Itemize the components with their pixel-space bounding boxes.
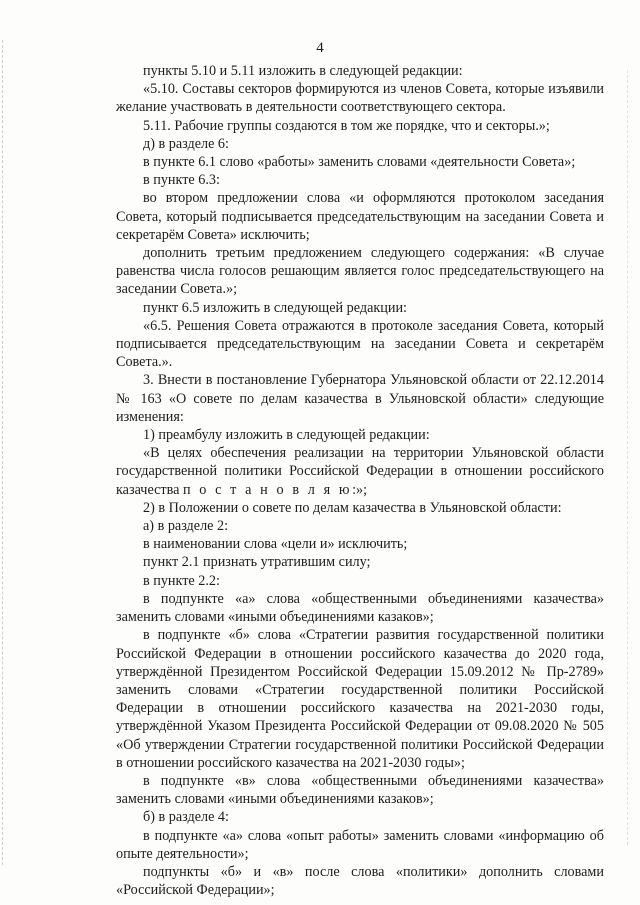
preamble-end: :»; <box>352 481 368 498</box>
preamble-text: «В целях обеспечения реализации на территории Ульяновской области государственной политики Российской Федерации в отношении российского казачества <box>116 445 604 498</box>
paragraph-20: в подпункте «б» слова «Стратегии развития государственной политики Российской Федерации в отношении российского казачества до 2020 года, утверждённой Президентом Российской Федерации 15.09.2012 № Пр-2789» заменить словами «Стратегии государственной политики Российской Федерации в отношении российского казачества на 2021-2030 годы, утверждённой Указом Президента Российской Федерации от 09.08.2020 № 505 «Об утверждении Стратегии государственной политики Российской Федерации в отношении российского казачества на 2021-2030 годы»; <box>116 627 604 771</box>
paragraph-9: пункт 6.5 изложить в следующей редакции: <box>143 299 407 316</box>
paragraph-3: 5.11. Рабочие группы создаются в том же порядке, что и секторы.»; <box>143 117 550 134</box>
paragraph-10: «6.5. Решения Совета отражаются в протоколе заседания Совета, который подписывается председательствующим на заседании Совета и секретарём Совета.». <box>116 317 604 371</box>
resolve-word: п о с т а н о в л я ю <box>182 481 353 498</box>
paragraph-11: 3. Внести в постановление Губернатора Ульяновской области от 22.12.2014 № 163 «О совете по делам казачества в Ульяновской области» следующие изменения: <box>116 372 604 425</box>
paragraph-12: 1) преамбулу изложить в следующей редакции: <box>143 427 430 444</box>
document-body <box>116 62 604 899</box>
scan-edge-right <box>627 70 628 845</box>
paragraph-2: «5.10. Составы секторов формируются из членов Совета, которые изъявили желание участвовать в деятельности соответствующего сектора. <box>116 81 604 116</box>
scan-edge-left <box>2 40 3 865</box>
paragraph-21: в подпункте «в» слова «общественными объединениями казачества» заменить словами «иными объединениями казаков»; <box>116 772 604 808</box>
paragraph-22: б) в разделе 4: <box>143 809 229 826</box>
page-number: 4 <box>316 40 324 56</box>
paragraph-16: в наименовании слова «цели и» исключить; <box>143 536 408 553</box>
paragraph-19: в подпункте «а» слова «общественными объединениями казачества» заменить словами «иными объединениями казаков»; <box>116 590 604 626</box>
paragraph-23: в подпункте «а» слова «опыт работы» заменить словами «информацию об опыте деятельности»; <box>116 827 604 862</box>
paragraph-8: дополнить третьим предложением следующего содержания: «В случае равенства числа голосов решающим является голос председательствующего на заседании Совета.»; <box>116 245 604 298</box>
paragraph-1: пункты 5.10 и 5.11 изложить в следующей редакции: <box>143 63 463 79</box>
paragraph-5: в пункте 6.1 слово «работы» заменить словами «деятельности Совета»; <box>143 154 576 171</box>
paragraph-18: в пункте 2.2: <box>143 572 220 589</box>
paragraph-7: во втором предложении слова «и оформляются протоколом заседания Совета, который подписывается председательствующим на заседании Совета и секретарём Совета» исключить; <box>116 190 604 243</box>
paragraph-24: подпункты «б» и «в» после слова «политики» дополнить словами «Российской Федерации»; <box>116 863 604 899</box>
paragraph-14: 2) в Положении о совете по делам казачества в Ульяновской области: <box>143 499 562 516</box>
paragraph-17: пункт 2.1 признать утратившим силу; <box>143 554 371 571</box>
paragraph-4: д) в разделе 6: <box>143 135 229 152</box>
paragraph-15: а) в разделе 2: <box>143 518 229 535</box>
paragraph-13 <box>116 444 604 499</box>
paragraph-6: в пункте 6.3: <box>143 172 220 189</box>
